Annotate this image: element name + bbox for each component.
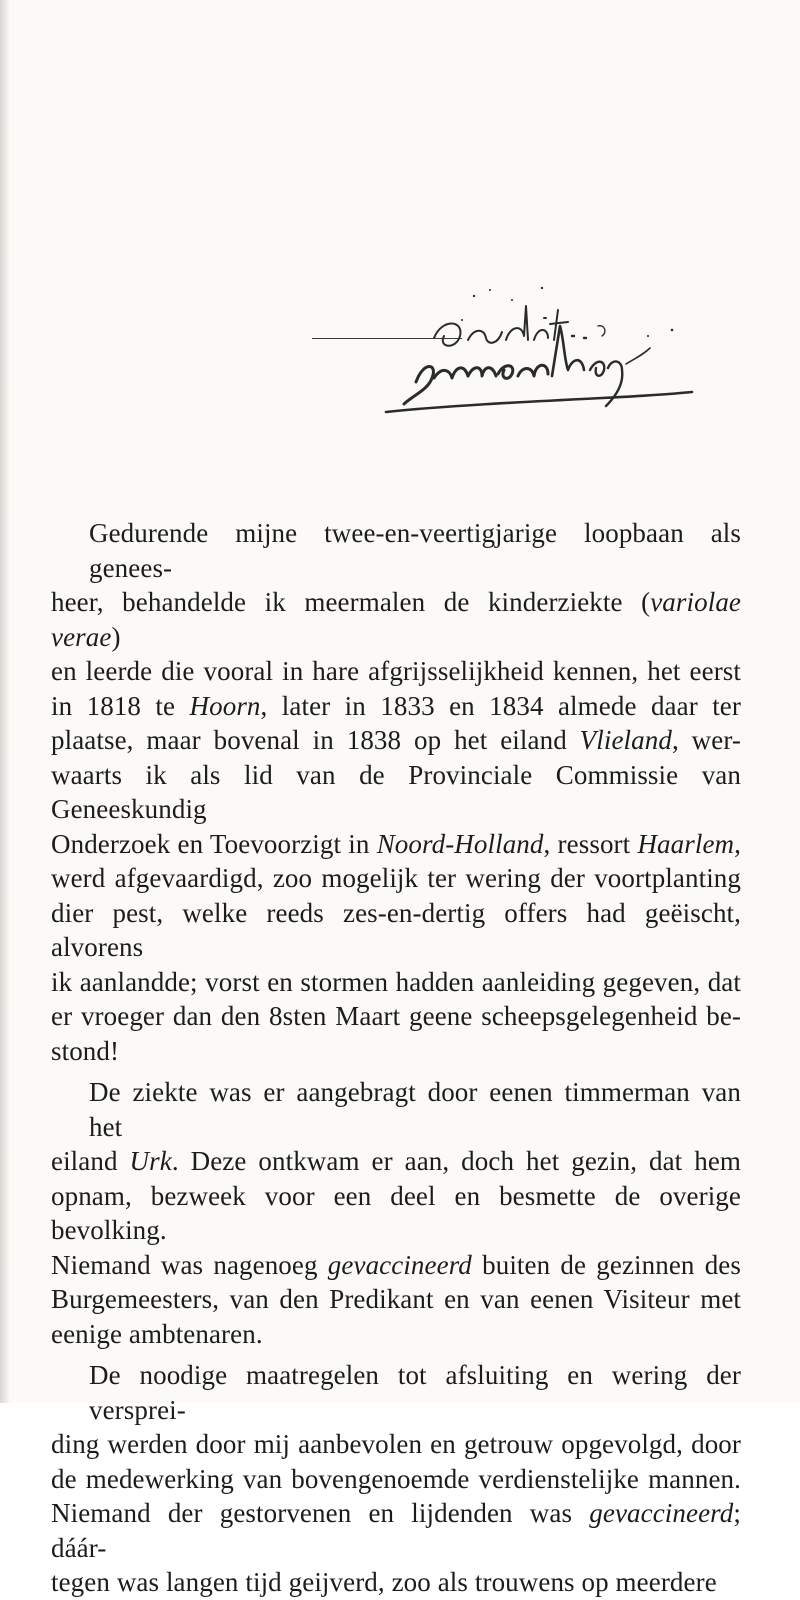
text-line <box>51 896 741 965</box>
text-run: tegen was langen tijd geijverd, zoo als trouwens op meerdere <box>51 1567 717 1597</box>
text-line <box>51 1496 741 1565</box>
text-run: , wer- <box>671 725 741 755</box>
text-run: ik aanlandde; vorst en stormen hadden aanleiding gegeven, dat <box>51 966 741 997</box>
text-run: buiten de gezinnen des <box>471 1249 742 1280</box>
italic-run: Haarlem <box>637 828 735 859</box>
text-run: stond! <box>51 1035 120 1066</box>
text-run: . Deze ontkwam er aan, doch het gezin, dat hem <box>171 1146 742 1176</box>
text-run: er vroeger dan den 8sten Maart geene scheepsgelegenheid be- <box>51 1001 741 1031</box>
page-edge-shadow <box>0 0 10 1403</box>
text-run: , <box>734 828 742 859</box>
text-run: Burgemeesters, van den Predikant en van eenen Visiteur met <box>51 1284 741 1314</box>
text-line <box>51 516 741 585</box>
italic-run: variolae verae <box>51 587 741 652</box>
text-line <box>51 1317 741 1352</box>
text-line <box>51 1034 741 1069</box>
text-run: Niemand was nagenoeg <box>51 1249 328 1280</box>
text-run: ) <box>111 621 121 652</box>
italic-run: gevaccineerd <box>327 1249 472 1280</box>
text-run: , ressort <box>543 828 638 859</box>
text-line <box>51 758 741 827</box>
handwritten-signature <box>372 266 732 416</box>
text-line <box>51 1427 741 1462</box>
paragraph <box>51 516 741 1068</box>
text-run: Niemand der gestorvenen en lijdenden was <box>51 1498 590 1528</box>
text-run: en leerde die vooral in hare afgrijsselijkheid kennen, het eerst <box>51 656 741 686</box>
text-run: plaatse, maar bovenal in 1838 op het eiland <box>51 725 580 755</box>
paragraph <box>51 1358 741 1600</box>
text-run: ding werden door mij aanbevolen en getrouw opgevolgd, door <box>51 1429 741 1459</box>
text-run: eenige ambtenaren. <box>51 1318 263 1349</box>
text-line <box>51 1565 741 1600</box>
text-run: Gedurende mijne twee-en-veertigjarige loopbaan als genees- <box>89 518 741 583</box>
text-line <box>51 965 741 1000</box>
text-line <box>51 827 741 862</box>
italic-run: Vlieland <box>579 725 672 755</box>
text-line <box>51 723 741 758</box>
text-line <box>51 1282 741 1317</box>
text-line <box>51 999 741 1034</box>
text-line <box>51 1358 741 1427</box>
text-line <box>51 861 741 896</box>
text-run: heer, behandelde ik meermalen de kinderziekte ( <box>51 587 651 617</box>
body-text <box>51 516 741 1600</box>
text-line <box>51 1144 741 1179</box>
text-line <box>51 585 741 654</box>
text-run: eiland <box>51 1146 130 1176</box>
text-run: de medewerking van bovengenoemde verdienstelijke mannen. <box>51 1463 741 1494</box>
text-line <box>51 689 741 724</box>
signature-image <box>372 266 732 416</box>
italic-run: Urk <box>129 1146 172 1176</box>
italic-run: gevaccineerd <box>589 1498 734 1528</box>
text-run: ; dáár- <box>51 1498 741 1563</box>
text-line <box>51 654 741 689</box>
text-run: werd afgevaardigd, zoo mogelijk ter wering der voortplanting <box>51 863 741 893</box>
text-run: in 1818 te <box>51 690 190 721</box>
text-run: , later in 1833 en 1834 almede daar ter <box>260 690 741 721</box>
text-run: dier pest, welke reeds zes-en-dertig offers had geëischt, alvorens <box>51 897 741 962</box>
text-line <box>51 1248 741 1283</box>
paragraph <box>51 1075 741 1351</box>
italic-run: Hoorn <box>189 690 261 721</box>
text-run: opnam, bezweek voor een deel en besmette de overige bevolking. <box>51 1180 741 1245</box>
text-run: Onderzoek en Toevoorzigt in <box>51 828 377 859</box>
text-line <box>51 1179 741 1248</box>
text-run: De noodige maatregelen tot afsluiting en wering der versprei- <box>89 1360 741 1425</box>
text-line <box>51 1075 741 1144</box>
text-line <box>51 1462 741 1497</box>
italic-run: Noord-Holland <box>376 828 544 859</box>
text-run: waarts ik als lid van de Provinciale Commissie van Geneeskundig <box>51 759 741 824</box>
text-run: De ziekte was er aangebragt door eenen timmerman van het <box>89 1077 741 1142</box>
